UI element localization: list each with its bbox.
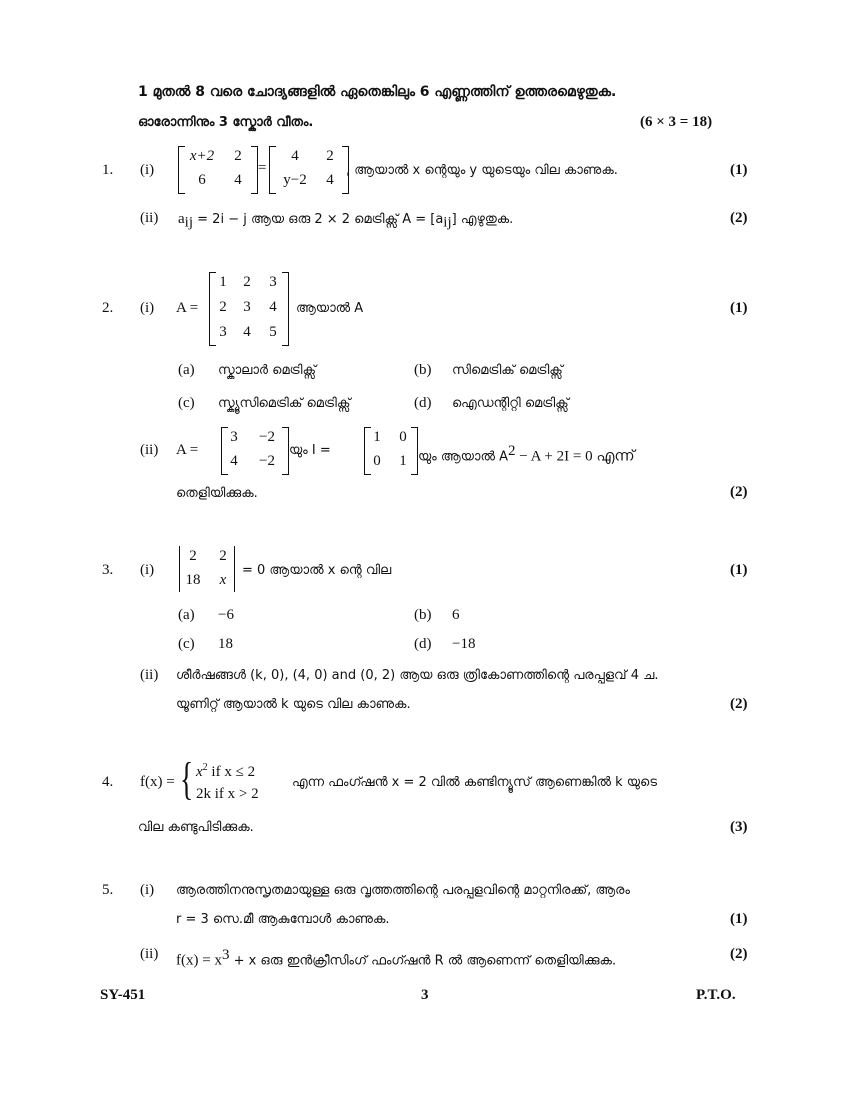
question-number-1: 1. bbox=[102, 162, 114, 178]
q2-i-label: (i) bbox=[140, 300, 155, 316]
q2-option-a-label: (a) bbox=[178, 362, 195, 378]
q1-equals: = bbox=[258, 160, 267, 176]
q2-ii-lhs: A = bbox=[176, 442, 199, 458]
q2-ii-yum-i: യും I = bbox=[289, 443, 331, 458]
q1-i-text: , ആയാൽ x ന്റെയും y യുടെയും വില കാണുക. bbox=[346, 163, 618, 178]
q4-line2: വില കണ്ടുപിടിക്കുക. bbox=[138, 820, 254, 835]
page-number: 3 bbox=[421, 987, 429, 1003]
q2-i-text: ആയാൽ A bbox=[296, 301, 364, 316]
q2-option-c-text: സ്ക്യൂസിമെട്രിക് മെട്രിക്സ് bbox=[218, 396, 351, 411]
q3-ii-line1: ശീർഷങ്ങൾ (k, 0), (4, 0) and (0, 2) ആയ ഒരു ത്രികോണത്തിന്റെ പരപ്പളവ് 4 ച. bbox=[176, 668, 659, 683]
q3-option-c-label: (c) bbox=[178, 636, 195, 652]
q3-ii-label: (ii) bbox=[140, 667, 159, 683]
q2-ii-text: യും ആയാൽ $A^2 - A + 2I = 0$ എന്ന് bbox=[418, 443, 635, 465]
question-number-2: 2. bbox=[102, 300, 114, 316]
q3-ii-marks: (2) bbox=[730, 696, 748, 712]
q3-option-a-text: −6 bbox=[218, 607, 234, 623]
q2-i-lhs: A = bbox=[176, 300, 199, 316]
q3-i-marks: (1) bbox=[730, 562, 748, 578]
q3-option-b-label: (b) bbox=[414, 607, 432, 623]
q3-ii-line2: യൂണിറ്റ് ആയാൽ k യുടെ വില കാണുക. bbox=[176, 697, 411, 712]
question-number-4: 4. bbox=[102, 774, 114, 790]
q5-ii-text: $f(x) = x^3 + x$ ഒരു ഇൻക്രീസിംഗ് ഫംഗ്ഷൻ R ൽ ആണെന്ന് തെളിയിക്കുക. bbox=[176, 947, 617, 969]
q5-i-line2: r = 3 സെ.മീ ആകുമ്പോൾ കാണുക. bbox=[176, 912, 390, 927]
q3-i-label: (i) bbox=[140, 562, 155, 578]
q5-i-line1: ആരത്തിനനുസൃതമായുള്ള ഒരു വൃത്തത്തിന്റെ പരപ്പളവിന്റെ മാറ്റനിരക്ക്, ആരം bbox=[176, 883, 630, 898]
q3-i-text: = 0 ആയാൽ x ന്റെ വില bbox=[242, 563, 392, 578]
q4-case-1: $x^2$ if x ≤ 2 bbox=[196, 762, 256, 780]
question-number-5: 5. bbox=[102, 882, 114, 898]
q2-option-d-text: ഐഡന്റിറ്റി മെട്രിക്സ് bbox=[452, 396, 569, 411]
q2-ii-label: (ii) bbox=[140, 442, 159, 458]
q4-text: എന്ന ഫംഗ്ഷൻ x = 2 വിൽ കണ്ടിന്യൂസ് ആണെങ്കിൽ k യുടെ bbox=[292, 775, 657, 790]
please-turn-over: P.T.O. bbox=[696, 987, 736, 1003]
q5-ii-label: (ii) bbox=[140, 946, 159, 962]
q2-ii-marks: (2) bbox=[730, 484, 748, 500]
q2-option-a-text: സ്കാലാർ മെട്രിക്സ് bbox=[218, 363, 317, 378]
q3-option-b-text: 6 bbox=[452, 607, 460, 623]
q4-fx: f(x) = bbox=[140, 774, 175, 790]
total-marks: (6 × 3 = 18) bbox=[640, 114, 713, 130]
paper-code: SY-451 bbox=[100, 987, 146, 1003]
instruction-line-1: 1 മുതൽ 8 വരെ ചോദ്യങ്ങളിൽ ഏതെങ്കിലും 6 എണ്ണത്തിന് ഉത്തരമെഴുതുക. bbox=[138, 84, 617, 100]
q1-ii-marks: (2) bbox=[730, 210, 748, 226]
q3-option-d-text: −18 bbox=[452, 636, 476, 652]
q3-option-a-label: (a) bbox=[178, 607, 195, 623]
q2-option-c-label: (c) bbox=[178, 395, 195, 411]
q2-option-d-label: (d) bbox=[414, 395, 432, 411]
question-number-3: 3. bbox=[102, 562, 114, 578]
q2-i-marks: (1) bbox=[730, 300, 748, 316]
q1-i-label: (i) bbox=[140, 162, 155, 178]
q5-i-label: (i) bbox=[140, 882, 155, 898]
q3-option-d-label: (d) bbox=[414, 636, 432, 652]
q3-option-c-text: 18 bbox=[218, 636, 233, 652]
q1-ii-label: (ii) bbox=[140, 210, 159, 226]
q2-ii-line2: തെളിയിക്കുക. bbox=[176, 486, 258, 501]
q1-i-marks: (1) bbox=[730, 162, 748, 178]
q1-ii-text: $a_{ij} = 2i - j$ ആയ ഒരു 2 × 2 മെട്രിക്സ് $A = [a_{ij}]$ എഴുതുക. bbox=[178, 211, 514, 231]
q2-option-b-text: സിമെട്രിക് മെട്രിക്സ് bbox=[452, 363, 563, 378]
q2-option-b-label: (b) bbox=[414, 362, 432, 378]
q4-marks: (3) bbox=[730, 819, 748, 835]
q5-ii-marks: (2) bbox=[730, 946, 748, 962]
instruction-line-2: ഓരോന്നിനും 3 സ്കോർ വീതം. bbox=[138, 115, 314, 130]
q4-brace: { bbox=[180, 753, 194, 804]
exam-page: 1 മുതൽ 8 വരെ ചോദ്യങ്ങളിൽ ഏതെങ്കിലും 6 എണ്ണത്തിന് ഉത്തരമെഴുതുക. ഓരോന്നിനും 3 സ്കോർ വീതം. (6 × 3 = 18) 1. (i) x+2 2 6 4 = 4 2 y−2 4 , ആയാൽ x ന്റെയും y യുടെയും വില കാണുക. (1) (ii) $a_{ij} = 2i - j$ ആയ ഒരു 2 × 2 മെട്രിക്സ് $A = [a_{ij}]$ എഴുതുക. (2) 2. (i) A = 1 2 3 2 3 4 3 4 5 ആയാൽ A (1) (a) സ്കാലാർ മെട്രിക്സ് (b) സിമെട്രിക് മെട്രിക്സ് (c) സ്ക്യൂസിമെട്രിക് മെട്രിക്സ് (d) ഐഡന്റിറ്റി മെട്രിക്സ് (ii) A = 3 −2 4 −2 യും I = 1 0 0 1 യും ആയാൽ $A^2 - A + 2I = 0$ എന്ന് തെളിയിക്കുക. (2) 3. (i) 2 2 18 x = 0 ആയാൽ x ന്റെ വില (1) (a) −6 (b) 6 (c) 18 (d) −18 (ii) ശീർഷങ്ങൾ (k, 0), (4, 0) and (0, 2) ആയ ഒരു ത്രികോണത്തിന്റെ പരപ്പളവ് 4 ച. യൂണിറ്റ് ആയാൽ k യുടെ വില കാണുക. (2) 4. f(x) = { $x^2$ if x ≤ 2 2k if x > 2 എന്ന ഫംഗ്ഷൻ x = 2 വിൽ കണ്ടിന്യൂസ് ആണെങ്കിൽ k യുടെ വില കണ്ടുപിടിക്കുക. (3) 5. (i) ആരത്തിനനുസൃതമായുള്ള ഒരു വൃത്തത്തിന്റെ പരപ്പളവിന്റെ മാറ്റനിരക്ക്, ആരം r = 3 സെ.മീ ആകുമ്പോൾ കാണുക. (1) (ii) $f(x) = x^3 + x$ ഒരു ഇൻക്രീസിംഗ് ഫംഗ്ഷൻ R ൽ ആണെന്ന് തെളിയിക്കുക. (2) SY-451 3 P.T.O. bbox=[0, 0, 850, 1100]
q5-i-marks: (1) bbox=[730, 911, 748, 927]
q4-case-2: 2k if x > 2 bbox=[196, 786, 259, 802]
